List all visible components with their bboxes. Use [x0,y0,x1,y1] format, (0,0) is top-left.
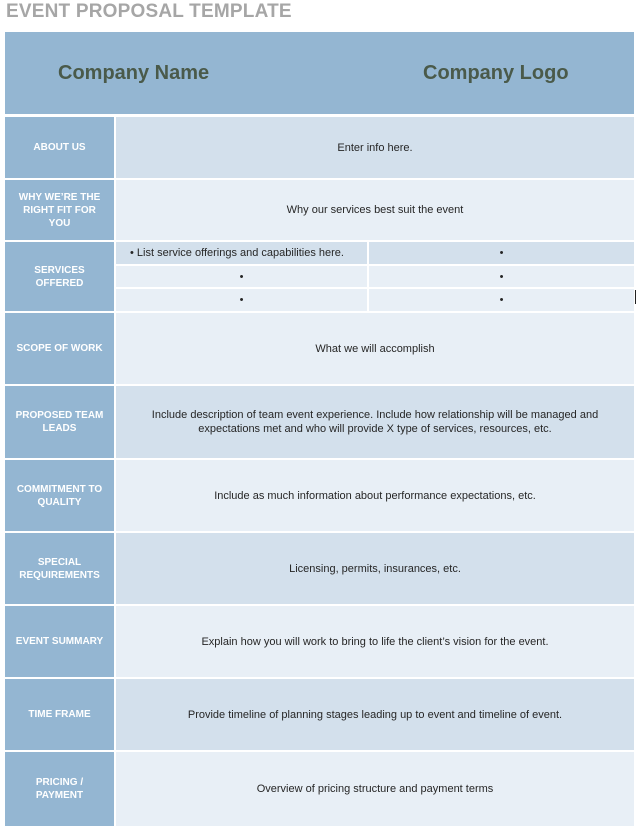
services-label: SERVICES OFFERED [5,242,114,311]
proposal-table [5,32,634,828]
about-us-label: ABOUT US [5,117,114,178]
special-req-value[interactable]: Licensing, permits, insurances, etc. [116,533,634,604]
team-leads-label: PROPOSED TEAM LEADS [5,386,114,458]
scope-label: SCOPE OF WORK [5,313,114,384]
service-cell[interactable]: • [369,289,634,311]
service-cell[interactable]: • [369,242,634,264]
service-cell[interactable]: • [116,289,367,311]
time-frame-value[interactable]: Provide timeline of planning stages leading up to event and timeline of event. [116,679,634,750]
why-fit-label: WHY WE’RE THE RIGHT FIT FOR YOU [5,180,114,240]
scope-value[interactable]: What we will accomplish [116,313,634,384]
quality-label: COMMITMENT TO QUALITY [5,460,114,531]
service-cell[interactable]: • [116,266,367,287]
pricing-label: PRICING / PAYMENT [5,752,114,826]
special-req-label: SPECIAL REQUIREMENTS [5,533,114,604]
pricing-value[interactable]: Overview of pricing structure and payment terms [116,752,634,826]
company-name-cell[interactable]: Company Name [58,61,210,84]
team-leads-value[interactable]: Include description of team event experience. Include how relationship will be managed and expectations met and who will provide X type of services, resources, etc. [116,386,634,458]
time-frame-label: TIME FRAME [5,679,114,750]
about-us-value[interactable]: Enter info here. [116,117,634,178]
service-cell[interactable]: • [369,266,634,287]
company-logo-cell[interactable]: Company Logo [423,61,569,84]
text-cursor [635,290,636,304]
event-summary-value[interactable]: Explain how you will work to bring to life the client’s vision for the event. [116,606,634,677]
quality-value[interactable]: Include as much information about performance expectations, etc. [116,460,634,531]
why-fit-value[interactable]: Why our services best suit the event [116,180,634,240]
header-row [5,32,634,114]
service-cell[interactable]: • List service offerings and capabilities here. [116,242,367,264]
document-title: EVENT PROPOSAL TEMPLATE [6,1,292,22]
event-summary-label: EVENT SUMMARY [5,606,114,677]
